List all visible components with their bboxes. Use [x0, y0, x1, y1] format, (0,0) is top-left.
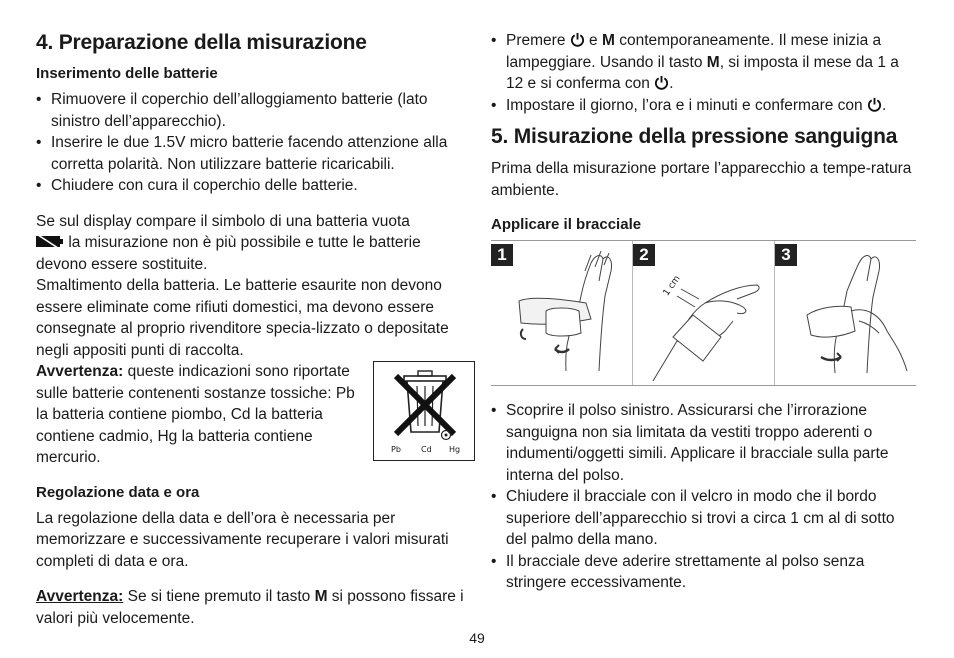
right-column — [491, 30, 919, 594]
battery-paragraph: Se sul display compare il simbolo di una batteria vuota la misurazione non è più possibile e tutte le batterie devono essere sostituite. — [36, 212, 421, 273]
bin-label-hg: Hg — [449, 445, 461, 454]
list-item: • Scoprire il polso sinistro. Assicurarsi che l’irrorazione sanguigna non sia limitata da vestiti troppo aderenti o indumenti/oggetti simili. Applicare il bracciale sulla parte interna del polso. — [491, 400, 919, 486]
illustration-strip — [491, 240, 916, 386]
illustration-panel-1 — [491, 241, 632, 385]
section-title-measurement: 5. Misurazione della pressione sanguigna — [491, 125, 898, 148]
list-item: • Premere e M contemporaneamente. Il mese inizia a lampeggiare. Usando il tasto M, si imposta il mese da 1 a 12 e si conferma con . — [491, 30, 919, 95]
battery-list — [36, 89, 468, 197]
page-number: 49 — [469, 630, 485, 646]
cuff-instructions-list — [491, 400, 919, 594]
power-icon — [654, 75, 669, 90]
panel-number-2: 2 — [633, 244, 655, 266]
panel-number-1: 1 — [491, 244, 513, 266]
cuff-heading: Applicare il bracciale — [491, 216, 642, 233]
list-item: • Chiudere il bracciale con il velcro in modo che il bordo superiore dell’apparecchio si trovi a circa 1 cm al di sotto del palmo della mano. — [491, 486, 919, 551]
panel-number-3: 3 — [775, 244, 797, 266]
list-item: • Chiudere con cura il coperchio delle batterie. — [36, 175, 468, 197]
list-item: • Rimuovere il coperchio dell’alloggiamento batterie (lato sinistro dell’apparecchio). — [36, 89, 468, 132]
intro-paragraph: Prima della misurazione portare l’apparecchio a tempe-ratura ambiente. — [491, 160, 912, 199]
bin-label-cd: Cd — [421, 445, 432, 454]
left-column — [36, 30, 468, 629]
date-setting-list — [491, 30, 919, 116]
list-item: • Il bracciale deve aderire strettamente al polso senza stringere eccessivamente. — [491, 551, 919, 594]
warning-paragraph: Avvertenza: queste indicazioni sono riportate sulle batterie contenenti sostanze tossiche: Pb la batteria contiene piombo, Cd la batteria contiene cadmio, Hg la batteria contiene mercurio. — [36, 363, 355, 466]
power-icon — [570, 32, 585, 47]
disposal-paragraph: Smaltimento della batteria. Le batterie esaurite non devono essere eliminate come rifiuti domestici, ma devono essere consegnate al proprio rivenditore specia-lizzato o depositate negli appositi punti di raccolta. — [36, 277, 449, 359]
date-heading: Regolazione data e ora — [36, 483, 200, 501]
crossed-bin-symbol — [373, 361, 475, 461]
empty-battery-icon — [36, 235, 64, 248]
warning-block — [36, 361, 468, 469]
note-paragraph: Avvertenza: Se si tiene premuto il tasto M si possono fissare i valori più velocemente. — [36, 588, 464, 627]
one-cm-label: 1 cm — [661, 273, 683, 299]
date-paragraph: La regolazione della data e dell’ora è necessaria per memorizzare e successivamente recuperare i valori misurati completi di data e ora. — [36, 509, 449, 570]
section-title-preparation: 4. Preparazione della misurazione — [36, 31, 367, 54]
list-item: • Inserire le due 1.5V micro batterie facendo attenzione alla corretta polarità. Non utilizzare batterie ricaricabili. — [36, 132, 468, 175]
power-icon — [867, 97, 882, 112]
list-item: • Impostare il giorno, l’ora e i minuti e confermare con . — [491, 95, 919, 117]
illustration-panel-3 — [774, 241, 916, 385]
bin-label-pb: Pb — [391, 445, 401, 454]
illustration-panel-2 — [632, 241, 774, 385]
battery-heading: Inserimento delle batterie — [36, 65, 218, 82]
